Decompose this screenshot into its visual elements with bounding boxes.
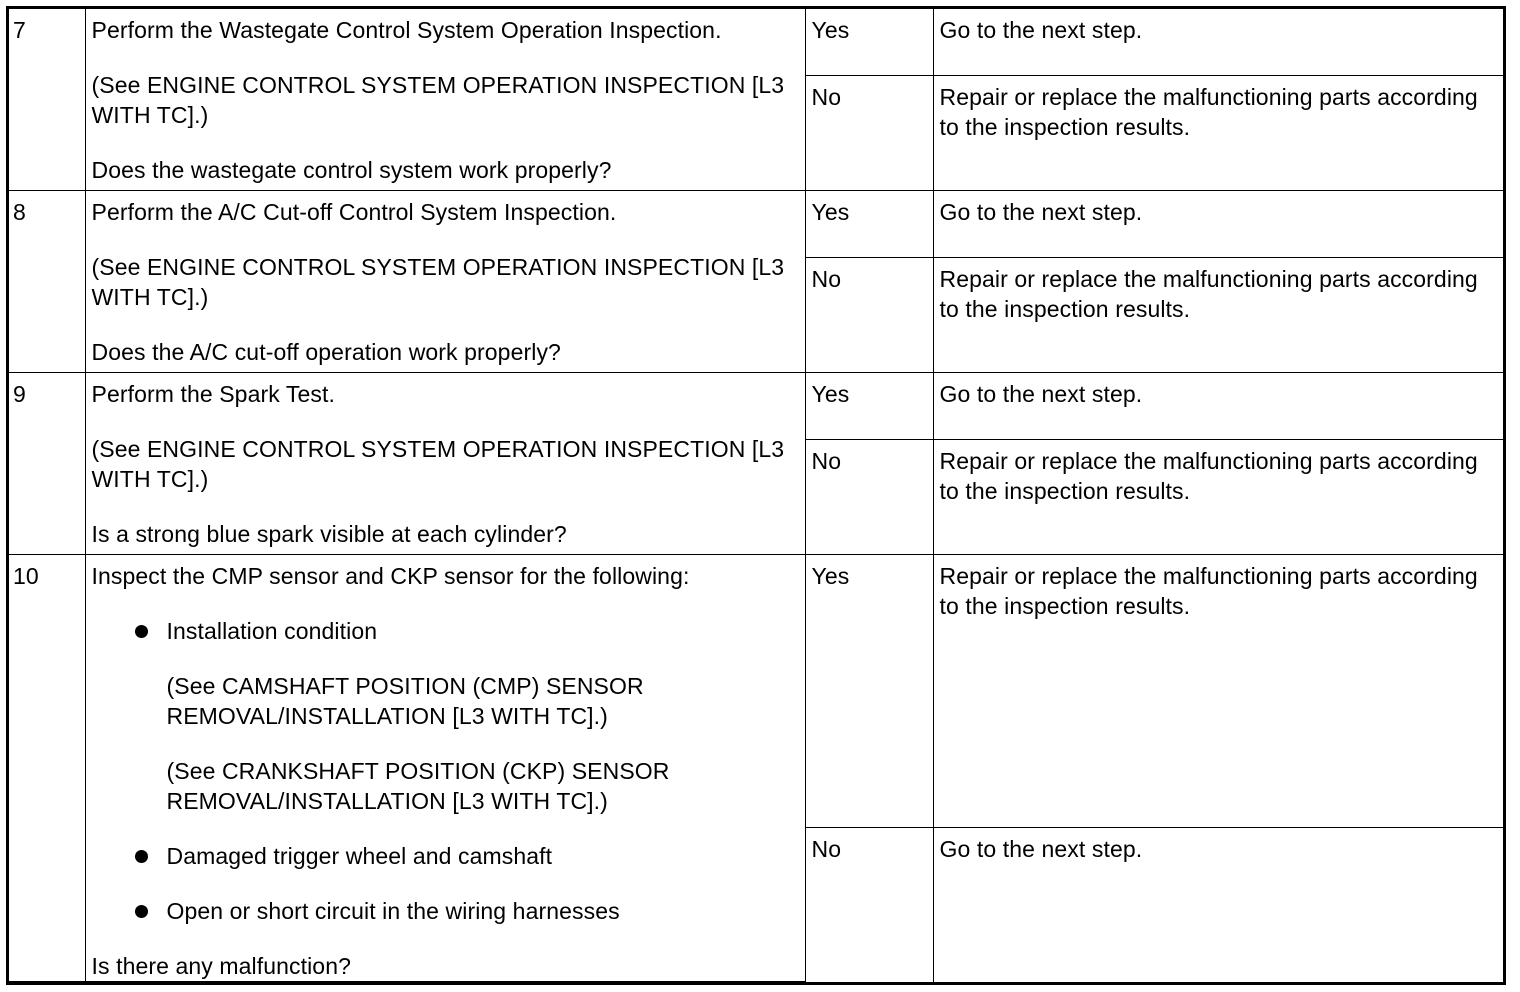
reference-text: (See CRANKSHAFT POSITION (CKP) SENSOR REMOVAL/INSTALLATION [L3 WITH TC].) (166, 758, 670, 814)
answer-no: No (805, 76, 933, 191)
step-number: 10 (9, 555, 85, 982)
instruction-text: Inspect the CMP sensor and CKP sensor for the following: (91, 563, 690, 589)
reference-text: (See ENGINE CONTROL SYSTEM OPERATION INSPECTION [L3 WITH TC].) (91, 72, 785, 128)
diagnostic-procedure-table (6, 6, 1506, 985)
reference-text: (See ENGINE CONTROL SYSTEM OPERATION INSPECTION [L3 WITH TC].) (91, 436, 785, 492)
step-number: 9 (9, 373, 85, 555)
checklist-item-text: Installation condition (166, 618, 378, 644)
table-row (9, 555, 1503, 828)
procedure-table (9, 9, 1503, 982)
result-yes: Go to the next step. (933, 9, 1503, 76)
result-yes: Go to the next step. (933, 191, 1503, 258)
question-text: Is a strong blue spark visible at each cylinder? (91, 521, 567, 547)
table-row (9, 373, 1503, 440)
action-cell (85, 9, 805, 191)
answer-no: No (805, 440, 933, 555)
result-yes: Repair or replace the malfunctioning parts according to the inspection results. (933, 555, 1503, 828)
step-number: 7 (9, 9, 85, 191)
bullet-dot-icon (135, 905, 148, 918)
question-text: Does the A/C cut-off operation work properly? (91, 339, 561, 365)
question-text: Does the wastegate control system work properly? (91, 157, 612, 183)
bullet-dot-icon (135, 850, 148, 863)
answer-yes: Yes (805, 373, 933, 440)
checklist-item-text: Open or short circuit in the wiring harnesses (166, 898, 620, 924)
answer-no: No (805, 258, 933, 373)
step-number: 8 (9, 191, 85, 373)
instruction-text: Perform the A/C Cut-off Control System Inspection. (91, 199, 617, 225)
answer-yes: Yes (805, 191, 933, 258)
instruction-text: Perform the Wastegate Control System Operation Inspection. (91, 17, 722, 43)
answer-yes: Yes (805, 9, 933, 76)
action-cell (85, 373, 805, 555)
bullet-dot-icon (135, 625, 148, 638)
action-cell (85, 191, 805, 373)
reference-text: (See ENGINE CONTROL SYSTEM OPERATION INSPECTION [L3 WITH TC].) (91, 254, 785, 310)
result-no: Go to the next step. (933, 828, 1503, 982)
checklist-item (167, 616, 799, 646)
question-text: Is there any malfunction? (91, 953, 351, 979)
result-no: Repair or replace the malfunctioning parts according to the inspection results. (933, 440, 1503, 555)
result-no: Repair or replace the malfunctioning parts according to the inspection results. (933, 76, 1503, 191)
action-cell (85, 555, 805, 982)
checklist-item (167, 896, 799, 926)
checklist-item-text: Damaged trigger wheel and camshaft (166, 843, 553, 869)
instruction-text: Perform the Spark Test. (91, 381, 335, 407)
checklist-item (167, 841, 799, 871)
table-row (9, 191, 1503, 258)
table-row (9, 9, 1503, 76)
result-no: Repair or replace the malfunctioning parts according to the inspection results. (933, 258, 1503, 373)
result-yes: Go to the next step. (933, 373, 1503, 440)
reference-text: (See CAMSHAFT POSITION (CMP) SENSOR REMOVAL/INSTALLATION [L3 WITH TC].) (166, 673, 644, 729)
answer-no: No (805, 828, 933, 982)
answer-yes: Yes (805, 555, 933, 828)
